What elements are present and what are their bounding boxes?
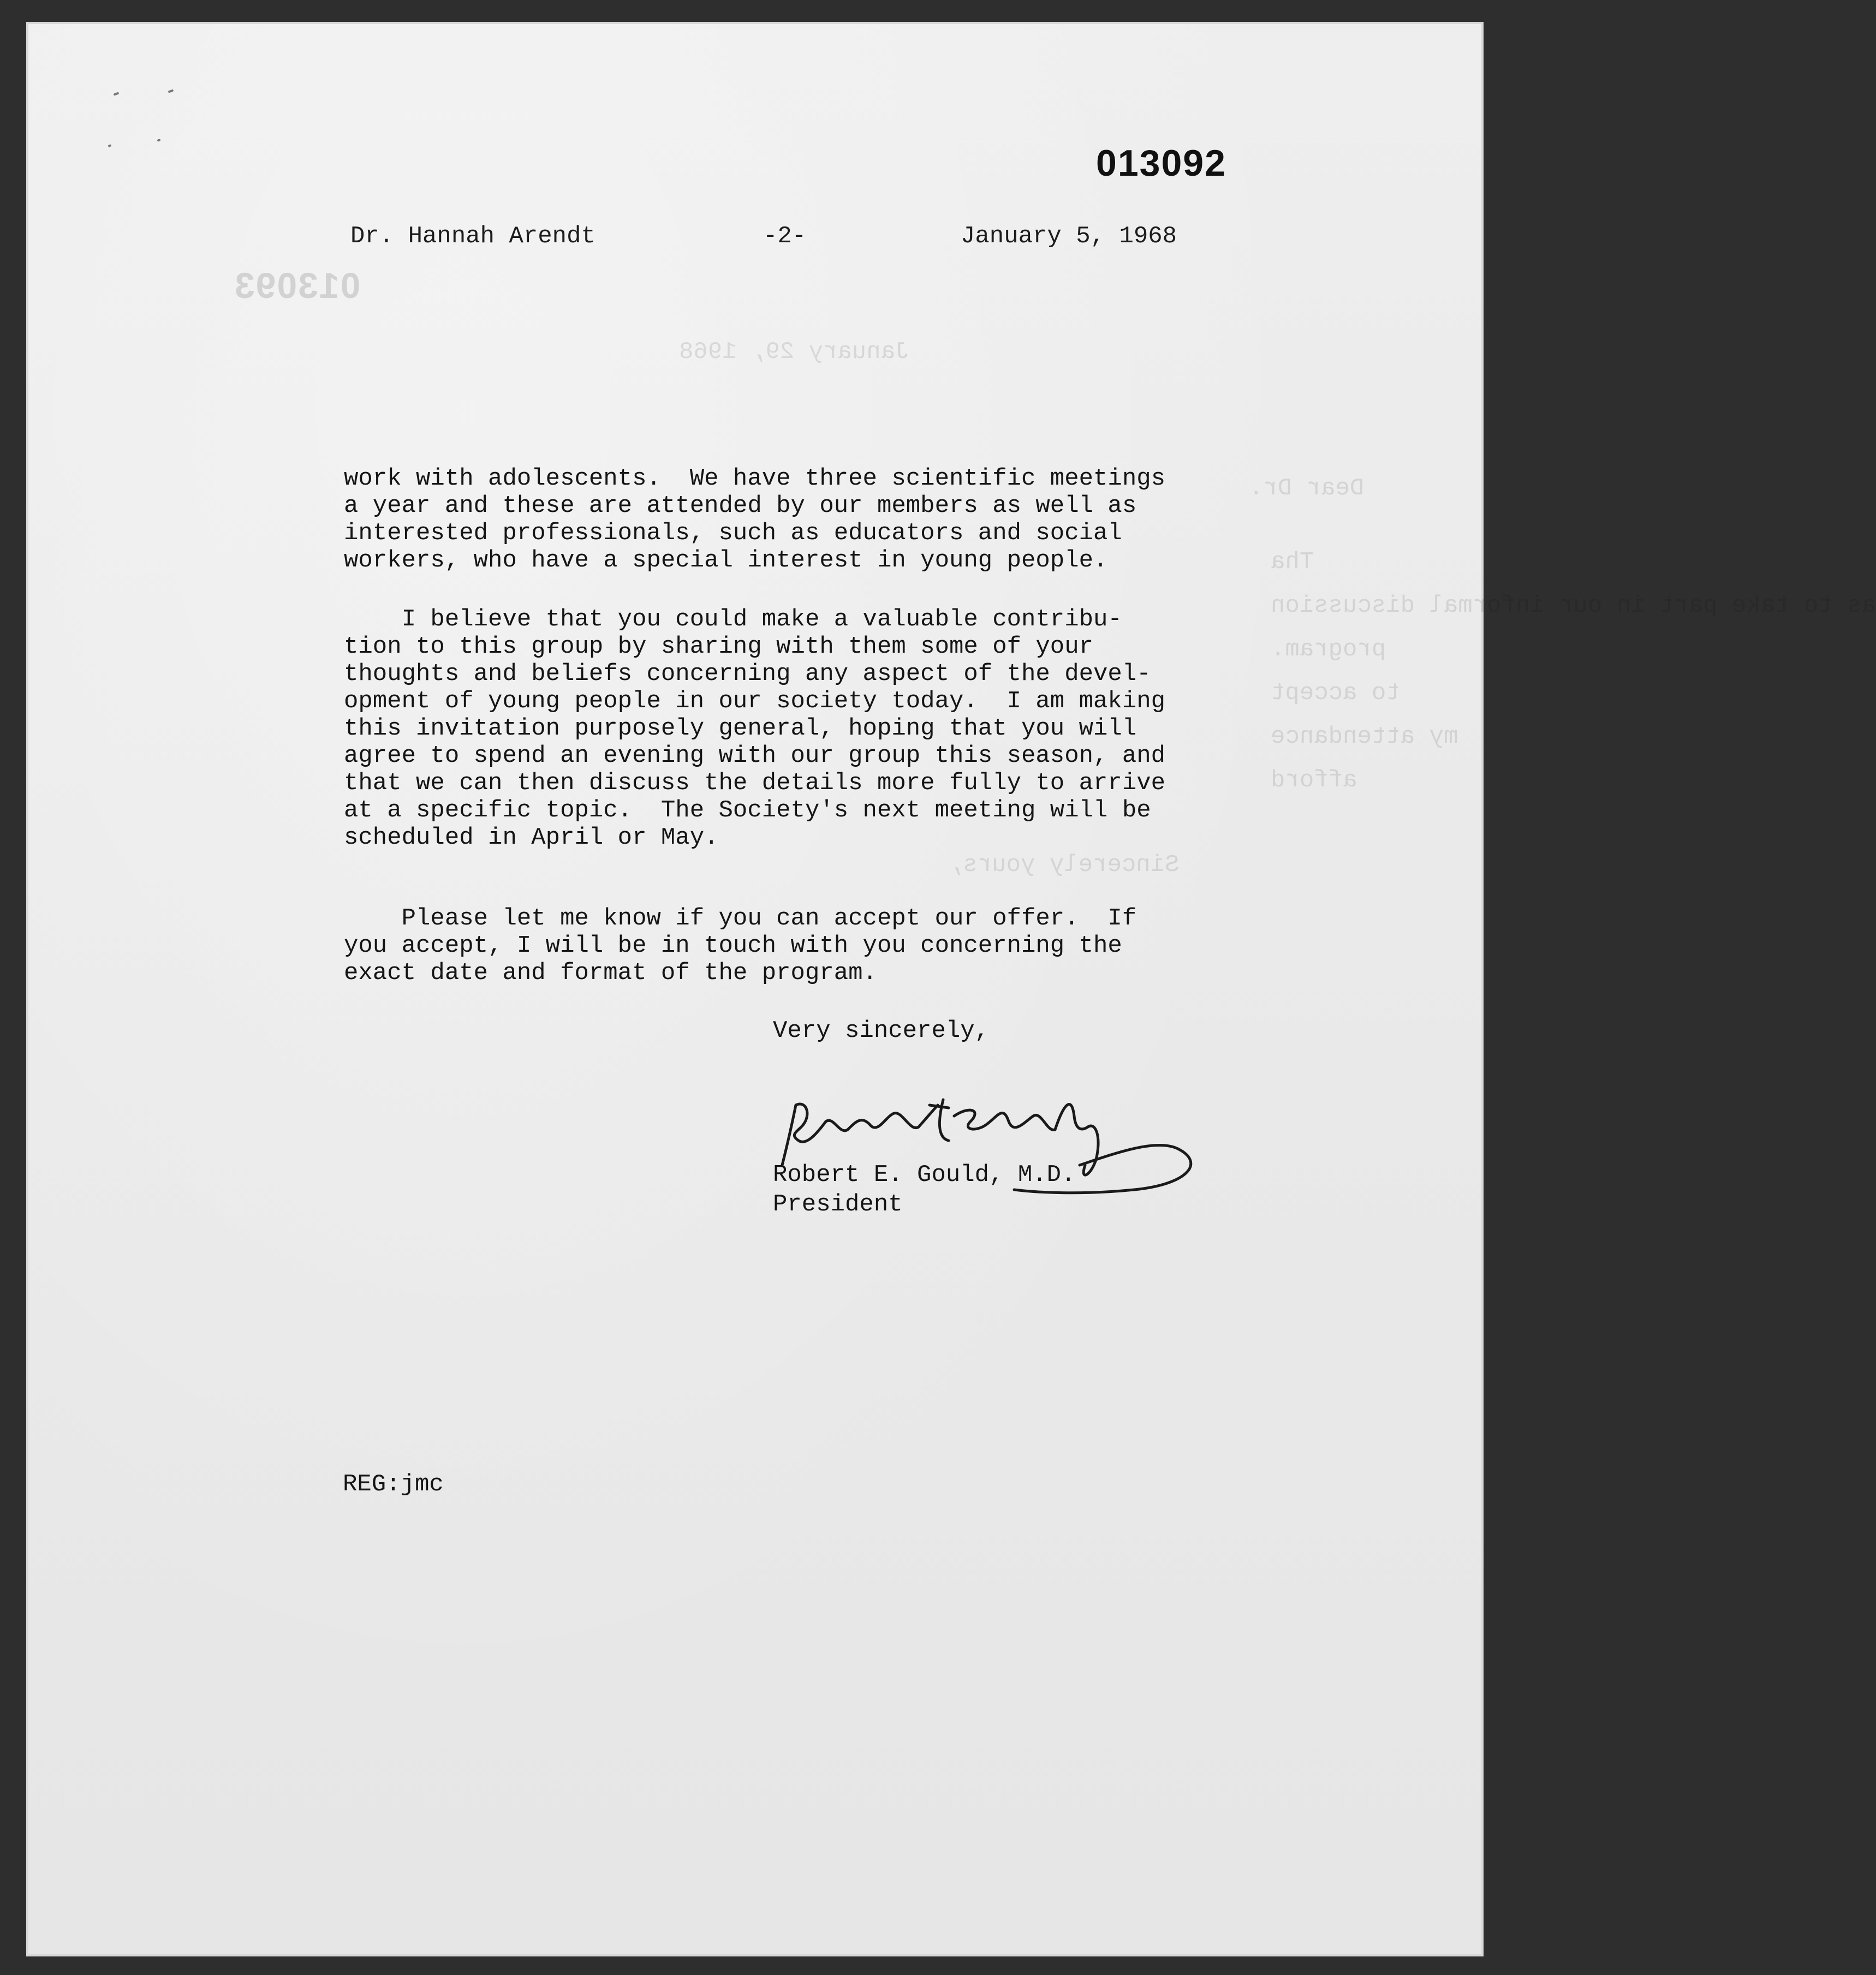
- show-through-fragment: afford: [1271, 767, 1357, 794]
- paper-speck: [108, 144, 111, 147]
- text-line: agree to spend an evening with our group this season, and: [344, 742, 1166, 769]
- paper-speck: [168, 89, 174, 93]
- text-line: opment of young people in our society today. I am making: [344, 688, 1166, 715]
- text-line: that we can then discuss the details more fully to arrive: [344, 769, 1166, 797]
- show-through-fragment: my attendance: [1271, 723, 1458, 750]
- show-through-fragment: to accept: [1271, 679, 1401, 707]
- paper-speck: [114, 92, 120, 96]
- show-through-fragment: program.: [1271, 636, 1386, 663]
- text-line: Please let me know if you can accept our offer. If: [344, 905, 1137, 932]
- text-line: at a specific topic. The Society's next meeting will be: [344, 797, 1151, 824]
- text-line: a year and these are attended by our members as well as: [344, 492, 1137, 520]
- paragraph-1: [344, 465, 1195, 574]
- show-through-fragment: Tha: [1271, 548, 1314, 576]
- show-through-fragment: Sincerely yours,: [949, 851, 1180, 879]
- text-line: interested professionals, such as educators and social: [344, 520, 1122, 547]
- paragraph-2: [344, 606, 1195, 851]
- show-through-date: January 29, 1968: [679, 338, 910, 366]
- document-number: 013092: [1096, 142, 1226, 184]
- reference-initials: REG:jmc: [343, 1471, 444, 1498]
- show-through-fragment: Dear Dr.: [1249, 475, 1365, 502]
- paragraph-3: [344, 905, 1195, 987]
- text-line: this invitation purposely general, hoping that you will: [344, 715, 1137, 742]
- signer-name: Robert E. Gould, M.D.: [773, 1161, 1076, 1189]
- text-line: workers, who have a special interest in young people.: [344, 547, 1108, 574]
- header-date: January 5, 1968: [961, 223, 1177, 250]
- text-line: scheduled in April or May.: [344, 824, 719, 851]
- text-line: exact date and format of the program.: [344, 959, 877, 987]
- signer-title: President: [773, 1191, 903, 1218]
- text-line: tion to this group by sharing with them some of your: [344, 633, 1094, 660]
- show-through-number: 013093: [234, 265, 361, 306]
- header-addressee: Dr. Hannah Arendt: [350, 223, 595, 250]
- closing: Very sincerely,: [773, 1017, 990, 1045]
- show-through-fragment: as to take part in our informal discussion: [1271, 592, 1876, 619]
- letter-page: [26, 22, 1876, 1956]
- text-line: thoughts and beliefs concerning any aspect of the devel-: [344, 660, 1151, 688]
- paper-speck: [157, 139, 160, 142]
- text-line: work with adolescents. We have three scientific meetings: [344, 465, 1166, 492]
- text-line: I believe that you could make a valuable contribu-: [344, 606, 1122, 633]
- header-page-number: -2-: [763, 223, 807, 250]
- text-line: you accept, I will be in touch with you concerning the: [344, 932, 1122, 959]
